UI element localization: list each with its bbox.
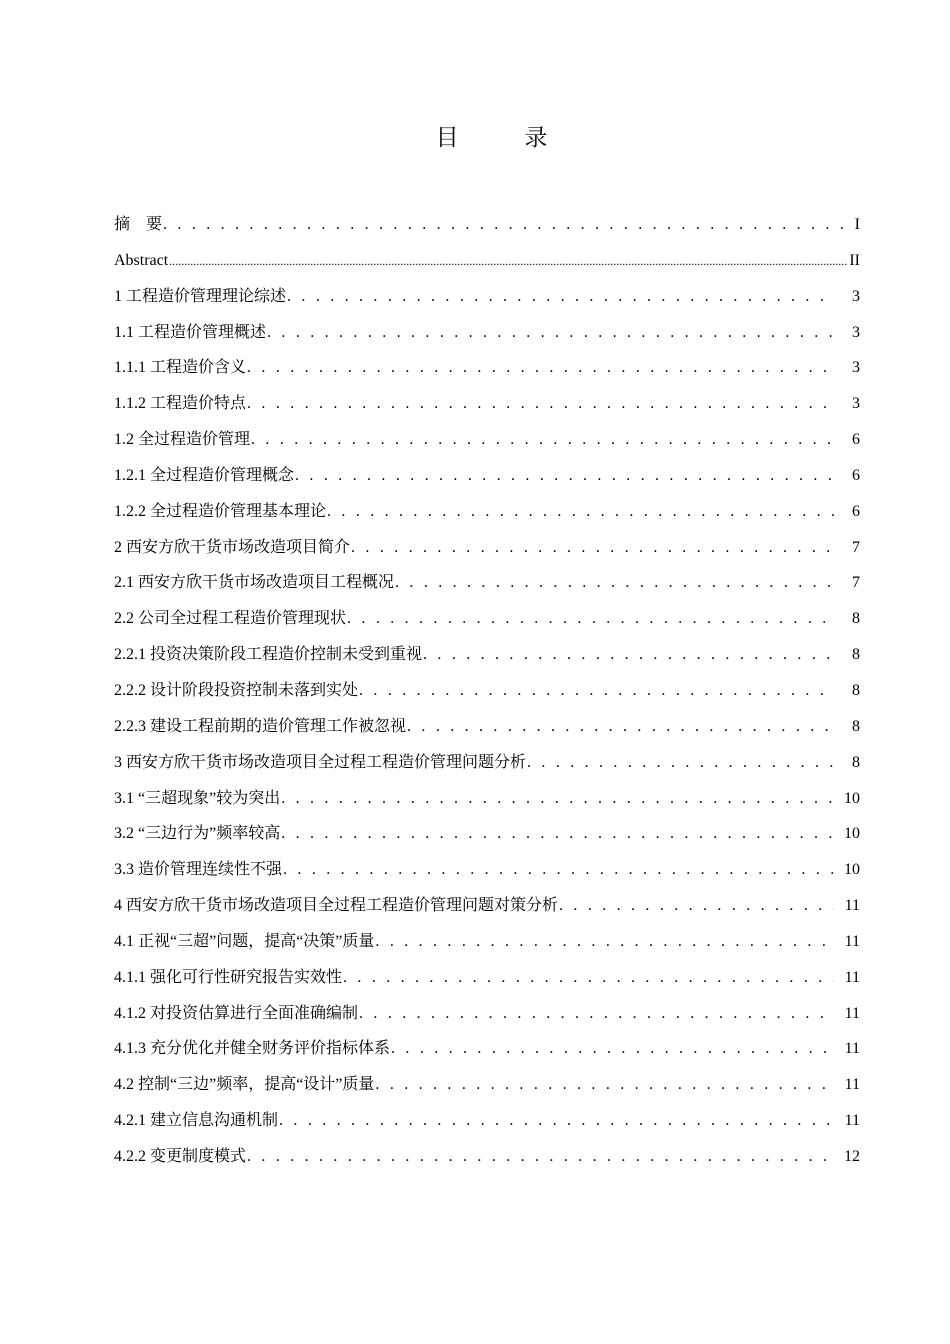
toc-entry-label: 4 西安方欣干货市场改造项目全过程工程造价管理问题对策分析 — [114, 897, 559, 915]
toc-dot-leader — [280, 816, 834, 852]
toc-entry-label: 1.1.1 工程造价含义 — [114, 359, 247, 377]
toc-entry[interactable] — [114, 279, 860, 315]
toc-entry-page-number: I — [854, 216, 860, 233]
toc-dot-leader — [406, 709, 834, 745]
toc-entry[interactable] — [114, 781, 860, 817]
toc-dot-leader — [168, 243, 848, 279]
toc-dot-leader — [422, 637, 834, 673]
toc-dot-leader — [346, 601, 834, 637]
toc-dot-leader — [358, 996, 834, 1032]
toc-entry-label: 3.3 造价管理连续性不强 — [114, 861, 283, 879]
toc-entry-label: Abstract — [114, 251, 169, 269]
toc-entry-page-number: 8 — [852, 681, 860, 699]
toc-dot-leader — [390, 1031, 834, 1067]
toc-entry[interactable] — [114, 386, 860, 422]
toc-entry[interactable] — [114, 924, 860, 960]
toc-entry[interactable] — [114, 960, 860, 996]
toc-dot-leader — [558, 888, 834, 924]
toc-entry-label: 4.2.2 变更制度模式 — [114, 1147, 247, 1165]
toc-entry-page-number: 11 — [844, 1040, 860, 1058]
toc-dot-leader — [250, 422, 834, 458]
toc-entry[interactable] — [114, 350, 860, 386]
toc-entry-label: 3 西安方欣干货市场改造项目全过程工程造价管理问题分析 — [114, 753, 527, 771]
toc-dot-leader — [342, 960, 834, 996]
toc-entry-page-number: 10 — [844, 789, 860, 807]
toc-entry-page-number: 3 — [852, 323, 860, 341]
toc-dot-leader — [246, 1139, 834, 1175]
toc-entry-label: 4.1.3 充分优化并健全财务评价指标体系 — [114, 1040, 391, 1058]
toc-dot-leader — [280, 781, 834, 817]
toc-entry-page-number: 8 — [852, 610, 860, 628]
toc-dot-leader — [526, 745, 834, 781]
toc-entry[interactable] — [114, 1067, 860, 1103]
toc-entry-page-number: 7 — [852, 574, 860, 592]
toc-entry-page-number: 3 — [852, 395, 860, 413]
toc-entry-label: 1.2.2 全过程造价管理基本理论 — [114, 502, 327, 520]
toc-entry-page-number: II — [849, 251, 860, 269]
toc-entry[interactable] — [114, 673, 860, 709]
toc-entry[interactable] — [114, 243, 860, 279]
toc-entry[interactable] — [114, 601, 860, 637]
toc-dot-leader — [358, 673, 834, 709]
toc-entry-label: 2.2.2 设计阶段投资控制未落到实处 — [114, 681, 359, 699]
toc-entry-label: 3.2 “三边行为”频率较高 — [114, 825, 281, 843]
toc-dot-leader — [394, 565, 834, 601]
toc-dot-leader — [374, 924, 834, 960]
toc-entry-page-number: 11 — [844, 1112, 860, 1130]
toc-entry-page-number: 8 — [852, 753, 860, 771]
toc-dot-leader — [162, 207, 848, 243]
toc-dot-leader — [350, 530, 834, 566]
toc-entry-page-number: 11 — [844, 932, 860, 950]
toc-entry[interactable] — [114, 816, 860, 852]
toc-entry-page-number: 7 — [852, 538, 860, 556]
toc-entry-label: 2.1 西安方欣干货市场改造项目工程概况 — [114, 574, 395, 592]
toc-dot-leader — [294, 458, 834, 494]
toc-entry-page-number: 12 — [844, 1147, 860, 1165]
toc-dot-leader — [246, 350, 834, 386]
toc-dot-leader — [286, 279, 834, 315]
toc-entry[interactable] — [114, 565, 860, 601]
toc-entry-label: 4.2.1 建立信息沟通机制 — [114, 1112, 279, 1130]
toc-entry[interactable] — [114, 709, 860, 745]
toc-entry-label: 4.1.2 对投资估算进行全面准确编制 — [114, 1004, 359, 1022]
toc-entry[interactable] — [114, 494, 860, 530]
toc-entry[interactable] — [114, 1139, 860, 1175]
toc-entry-page-number: 11 — [844, 1004, 860, 1022]
toc-entry-page-number: 11 — [844, 968, 860, 986]
toc-entry-page-number: 11 — [844, 1076, 860, 1094]
toc-dot-leader — [374, 1067, 834, 1103]
toc-dot-leader — [278, 1103, 834, 1139]
toc-dot-leader — [266, 315, 834, 351]
toc-entry[interactable] — [114, 530, 860, 566]
toc-entry-label: 2 西安方欣干货市场改造项目简介 — [114, 538, 351, 556]
toc-entry-label: 1.2.1 全过程造价管理概念 — [114, 466, 295, 484]
toc-entry[interactable] — [114, 422, 860, 458]
toc-entry-label: 2.2.1 投资决策阶段工程造价控制未受到重视 — [114, 646, 423, 664]
toc-entry-page-number: 6 — [852, 502, 860, 520]
toc-entry-page-number: 6 — [852, 466, 860, 484]
toc-entry-label: 2.2 公司全过程工程造价管理现状 — [114, 610, 347, 628]
toc-entry-page-number: 11 — [844, 897, 860, 915]
toc-entry-page-number: 3 — [852, 359, 860, 377]
toc-title: 目 录 — [435, 125, 578, 150]
toc-entry[interactable] — [114, 1103, 860, 1139]
toc-entry[interactable] — [114, 458, 860, 494]
toc-entry-label: 1.1.2 工程造价特点 — [114, 395, 247, 413]
toc-entry-page-number: 8 — [852, 646, 860, 664]
toc-entry[interactable] — [114, 996, 860, 1032]
toc-entry[interactable] — [114, 637, 860, 673]
toc-entry-label: 1 工程造价管理理论综述 — [114, 287, 287, 305]
toc-entry[interactable] — [114, 852, 860, 888]
toc-entry-label: 4.1 正视“三超”问题，提高“决策”质量 — [114, 932, 375, 950]
toc-entry-page-number: 10 — [844, 825, 860, 843]
toc-entry[interactable] — [114, 888, 860, 924]
toc-entry-page-number: 6 — [852, 431, 860, 449]
toc-entry[interactable] — [114, 207, 860, 243]
toc-entry-label: 1.1 工程造价管理概述 — [114, 323, 267, 341]
toc-entry[interactable] — [114, 315, 860, 351]
toc-entry-label: 摘 要 — [114, 216, 163, 233]
toc-list — [114, 207, 860, 1175]
toc-entry-label: 4.1.1 强化可行性研究报告实效性 — [114, 968, 343, 986]
toc-entry-label: 3.1 “三超现象”较为突出 — [114, 789, 281, 807]
toc-entry-page-number: 8 — [852, 717, 860, 735]
toc-entry-label: 2.2.3 建设工程前期的造价管理工作被忽视 — [114, 717, 407, 735]
toc-entry-label: 1.2 全过程造价管理 — [114, 431, 251, 449]
toc-dot-leader — [326, 494, 834, 530]
toc-dot-leader — [246, 386, 834, 422]
toc-entry-page-number: 10 — [844, 861, 860, 879]
toc-entry[interactable] — [114, 1031, 860, 1067]
toc-entry-label: 4.2 控制“三边”频率，提高“设计”质量 — [114, 1076, 375, 1094]
toc-entry[interactable] — [114, 745, 860, 781]
toc-entry-page-number: 3 — [852, 287, 860, 305]
toc-dot-leader — [282, 852, 834, 888]
